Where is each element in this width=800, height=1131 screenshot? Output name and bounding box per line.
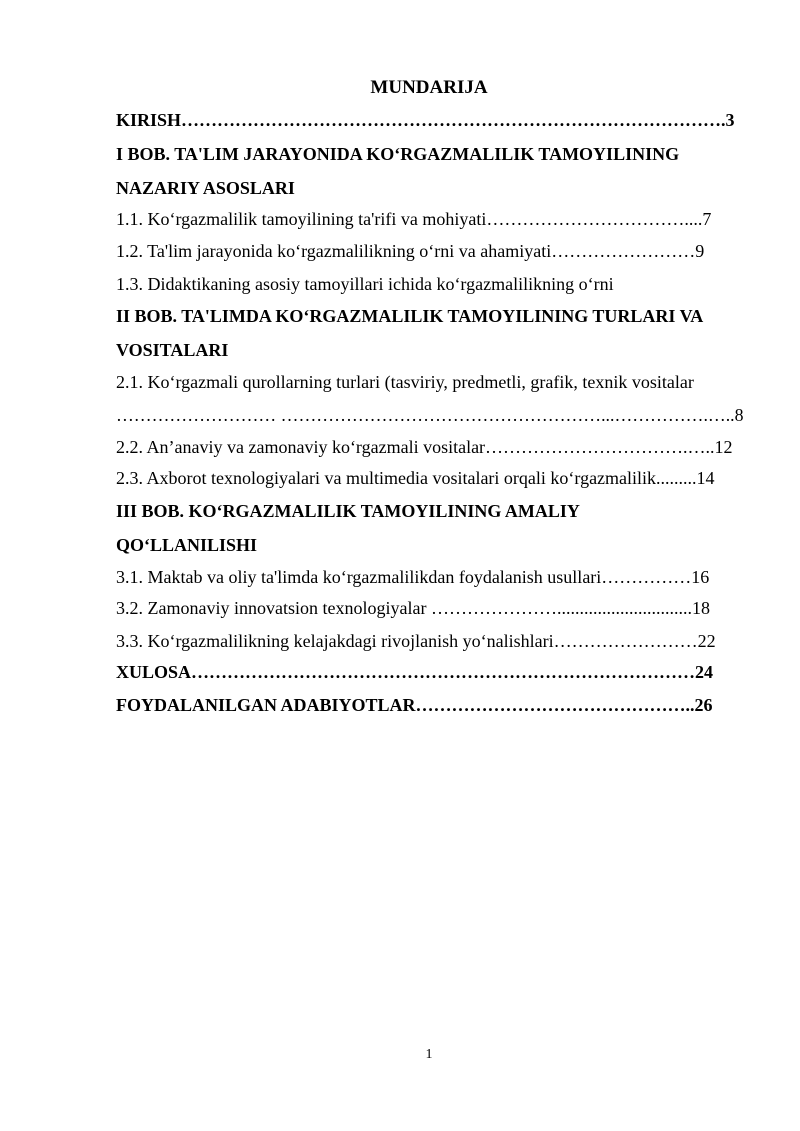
toc-entry-1-3: 1.3. Didaktikaning asosiy tamoyillari ichida koʻrgazmalilikning oʻrni: [116, 274, 614, 294]
page-number: 1: [425, 1047, 433, 1062]
toc-entry-2-1-cont: ……………………… ………………………………………………...…………….…..8: [116, 405, 744, 425]
toc-chapter-2-title-cont: VOSITALARI: [116, 340, 229, 360]
toc-chapter-3-title: III BOB. KOʻRGAZMALILIK TAMOYILINING AMALIY: [116, 501, 580, 521]
toc-chapter-3-title-cont: QOʻLLANILISHI: [116, 535, 258, 555]
toc-entry-xulosa: XULOSA…………………………………………………………………………24: [116, 662, 714, 682]
toc-entry-2-3: 2.3. Axborot texnologiyalari va multimedia vositalari orqali koʻrgazmalilik.........14: [116, 468, 715, 488]
toc-entry-2-2: 2.2. An’anaviy va zamonaviy koʻrgazmali vositalar…………………………….…..12: [116, 437, 733, 457]
toc-entry-1-1: 1.1. Koʻrgazmalilik tamoyilining ta'rifi va mohiyati……………………………....7: [116, 209, 712, 229]
toc-entry-3-3: 3.3. Koʻrgazmalilikning kelajakdagi rivojlanish yoʻnalishlari……………………22: [116, 631, 716, 651]
toc-chapter-1-title-cont: NAZARIY ASOSLARI: [116, 178, 295, 198]
toc-entry-2-1: 2.1. Koʻrgazmali qurollarning turlari (tasviriy, predmetli, grafik, texnik vositalar: [116, 372, 694, 392]
toc-entry-3-1: 3.1. Maktab va oliy ta'limda koʻrgazmalilikdan foydalanish usullari……………16: [116, 567, 710, 587]
toc-entry-3-2: 3.2. Zamonaviy innovatsion texnologiyalar …………………..............................18: [116, 598, 710, 618]
toc-chapter-2-title: II BOB. TA'LIMDA KOʻRGAZMALILIK TAMOYILINING TURLARI VA: [116, 306, 704, 326]
page-title: MUNDARIJA: [370, 77, 488, 98]
toc-entry-kirish: KIRISH……………………………………………………………………………….3: [116, 110, 735, 130]
toc-entry-1-2: 1.2. Ta'lim jarayonida koʻrgazmalilikning oʻrni va ahamiyati……………………9: [116, 241, 705, 261]
toc-chapter-1-title: I BOB. TA'LIM JARAYONIDA KOʻRGAZMALILIK TAMOYILINING: [116, 144, 680, 164]
toc-entry-adabiyotlar: FOYDALANILGAN ADABIYOTLAR………………………………………..26: [116, 695, 713, 715]
